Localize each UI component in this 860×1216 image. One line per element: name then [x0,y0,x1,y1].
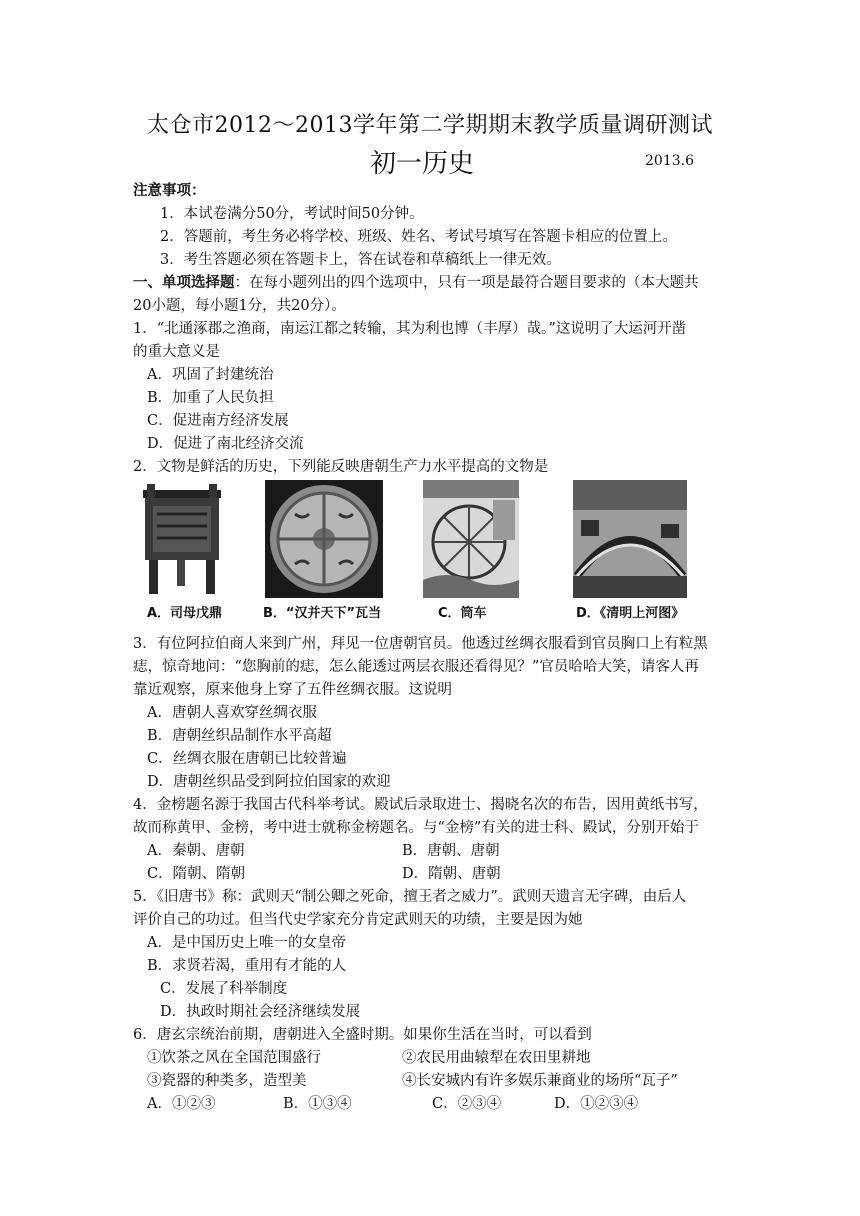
artifact-pictures [133,480,733,620]
exam-title: 太仓市2012～2013学年第二学期期末教学质量调研测试 [147,113,713,138]
answer-option: A．秦朝、唐朝 [147,843,245,859]
answer-option: C．丝绸衣服在唐朝已比较普遍 [147,751,347,767]
answer-option: D．①②③④ [554,1096,639,1112]
question-stem: 1．“北通涿郡之渔商，南运江都之转输，其为利也博（丰厚）哉。”这说明了大运河开凿 [133,321,687,337]
note-item: 2．答题前，考生务必将学校、班级、姓名、考试号填写在答题卡相应的位置上。 [160,229,677,245]
notes-heading: 注意事项： [133,182,206,199]
artifact-caption: C．筒车 [438,606,487,621]
section-intro [133,273,699,293]
section-label: 一、单项选择题 [133,274,235,291]
question-stem: 2．文物是鲜活的历史，下列能反映唐朝生产力水平提高的文物是 [133,459,549,475]
answer-option: D．促进了南北经济交流 [147,436,304,452]
question-stem: 6．唐玄宗统治前期，唐朝进入全盛时期。如果你生活在当时，可以看到 [133,1027,592,1043]
question-stem: 4．金榜题名源于我国古代科举考试。殿试后录取进士、揭晓名次的布告，因用黄纸书写， [133,797,708,813]
painting-image [573,480,687,598]
question-stem: 评价自己的功过。但当代史学家充分肯定武则天的功绩，主要是因为她 [133,912,583,928]
answer-option: D．唐朝丝织品受到阿拉伯国家的欢迎 [147,774,391,790]
water-wheel-image [423,480,519,598]
question-stem: 的重大意义是 [133,344,220,360]
answer-option: A．巩固了封建统治 [147,367,274,383]
answer-option: C．促进南方经济发展 [147,413,289,429]
statement-item: ④长安城内有许多娱乐兼商业的场所“瓦子” [402,1073,678,1089]
answer-option: C．发展了科举制度 [160,981,288,997]
answer-option: D．隋朝、唐朝 [402,866,501,882]
answer-option: A．唐朝人喜欢穿丝绸衣服 [147,705,317,721]
statement-item: ③瓷器的种类多，造型美 [147,1073,307,1089]
section-intro-cont: 20小题，每小题1分，共20分）。 [133,298,346,314]
artifact-caption: D．《清明上河图》 [576,606,685,621]
answer-option: B．①③④ [283,1096,352,1112]
answer-option: C．②③④ [432,1096,502,1112]
artifact-caption: A．司母戊鼎 [147,606,223,621]
answer-option: B．唐朝丝织品制作水平高超 [147,728,332,744]
note-item: 1．本试卷满分50分，考试时间50分钟。 [160,206,424,222]
note-item: 3．考生答题必须在答题卡上，答在试卷和草稿纸上一律无效。 [160,252,561,268]
answer-option: B．求贤若渴，重用有才能的人 [147,958,347,974]
answer-option: B．加重了人民负担 [147,390,274,406]
question-stem: 痣，惊奇地问：“您胸前的痣，怎么能透过两层衣服还看得见？”官员哈哈大笑，请客人再 [133,659,699,675]
answer-option: A．是中国历史上唯一的女皇帝 [147,935,346,951]
answer-option: A．①②③ [147,1096,216,1112]
tile-end-image [265,480,383,598]
answer-option: C．隋朝、隋朝 [147,866,246,882]
statement-item: ②农民用曲辕犁在农田里耕地 [402,1050,591,1066]
exam-subject: 初一历史 [370,149,475,179]
answer-option: B．唐朝、唐朝 [402,843,500,859]
exam-date: 2013.6 [645,153,694,169]
ding-vessel-image [133,480,231,598]
artifact-caption: B．“汉并天下”瓦当 [263,606,381,621]
question-stem: 故而称黄甲、金榜，考中进士就称金榜题名。与“金榜”有关的进士科、殿试，分别开始于 [133,820,699,836]
question-stem: 5．《旧唐书》称：武则天“制公卿之死命，擅王者之威力”。武则天遗言无字碑，由后人 [133,889,687,905]
section-intro-text: ：在每小题列出的四个选项中，只有一项是最符合题目要求的（本大题共 [234,275,699,291]
question-stem: 3．有位阿拉伯商人来到广州，拜见一位唐朝官员。他透过丝绸衣服看到官员胸口上有粒黑 [133,636,708,652]
answer-option: D．执政时期社会经济继续发展 [160,1004,361,1020]
statement-item: ①饮茶之风在全国范围盛行 [147,1050,321,1066]
question-stem: 靠近观察，原来他身上穿了五件丝绸衣服。这说明 [133,682,452,698]
